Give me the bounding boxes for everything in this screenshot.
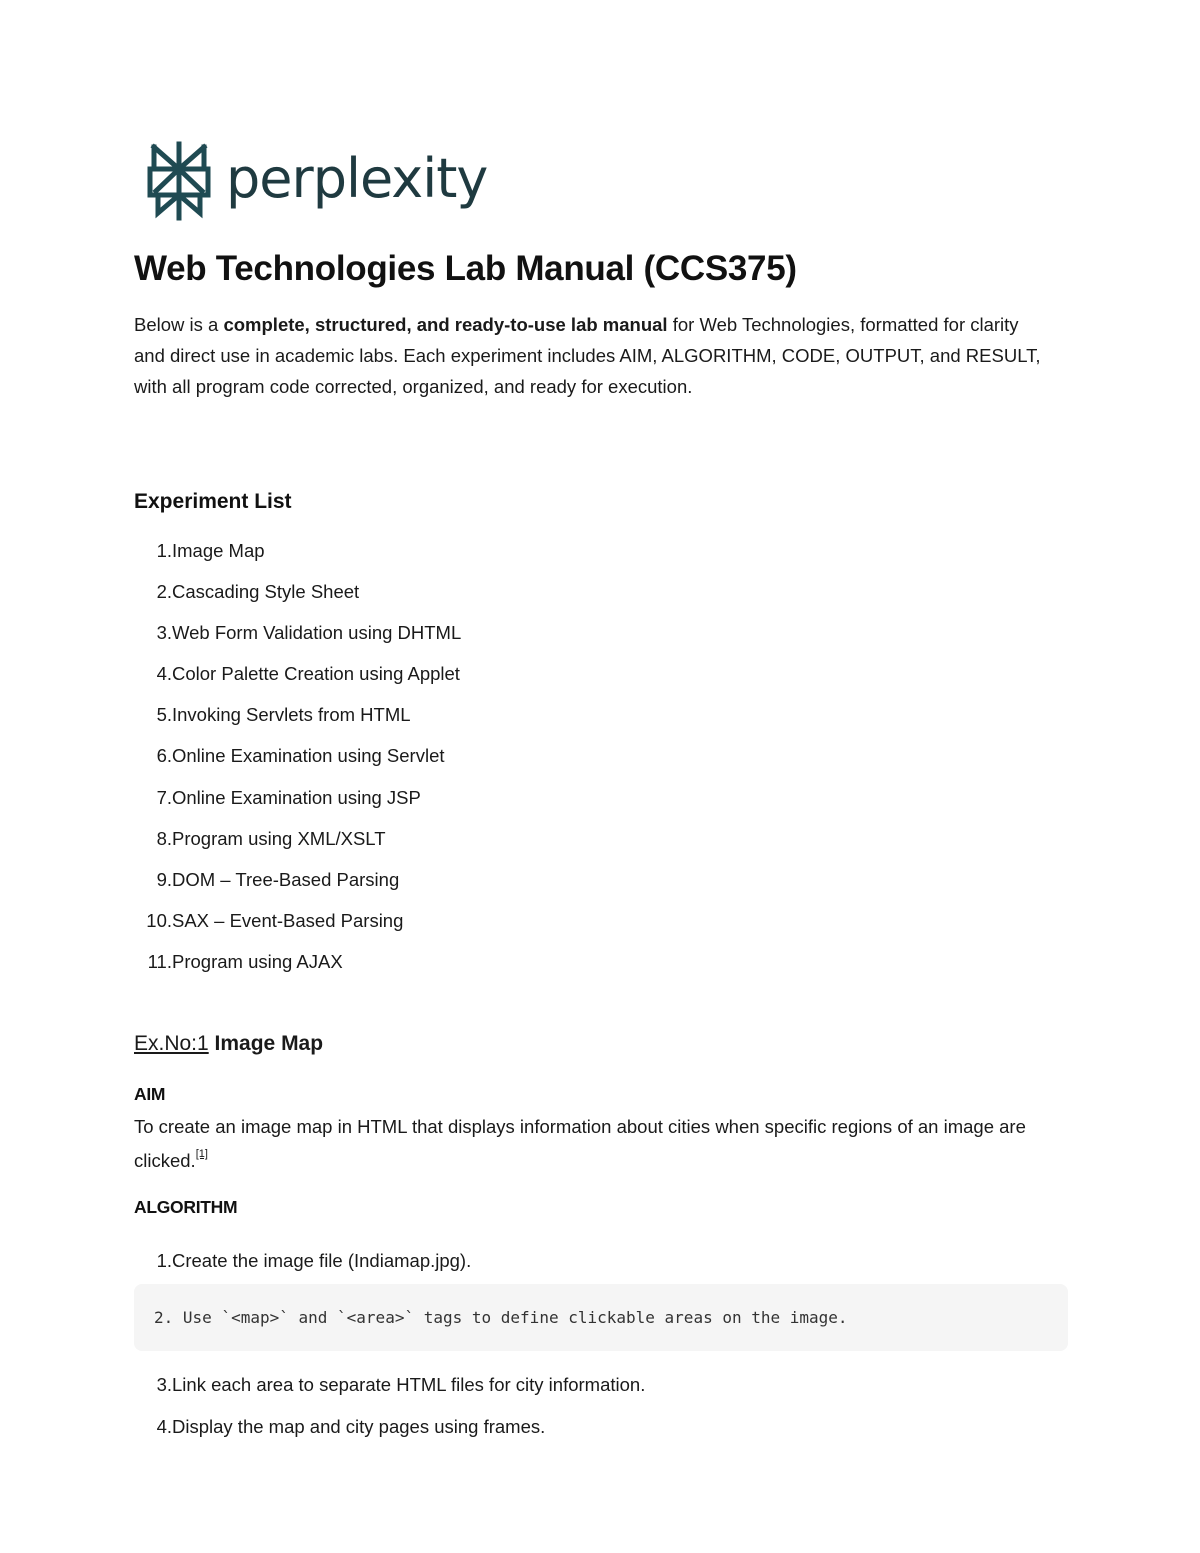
list-item-text: Program using AJAX <box>172 950 343 972</box>
algorithm-step <box>134 1250 471 1272</box>
list-item <box>134 656 461 697</box>
algorithm-heading: ALGORITHM <box>134 1197 238 1217</box>
list-item-text: Cascading Style Sheet <box>172 581 360 603</box>
experiment-list <box>134 533 461 985</box>
intro-bold: complete, structured, and ready-to-use lab manual <box>223 314 668 335</box>
aim-text <box>134 1111 1064 1176</box>
list-item-number: 5. <box>156 704 172 726</box>
list-item-number: 7. <box>156 786 172 808</box>
list-item-text: Web Form Validation using DHTML <box>172 622 462 644</box>
algorithm-step-text: Display the map and city pages using frames. <box>172 1416 546 1437</box>
list-item-number: 6. <box>156 745 172 767</box>
algorithm-step-number: 4. <box>156 1416 172 1437</box>
algorithm-step-number: 1. <box>156 1250 172 1271</box>
list-item <box>134 615 461 656</box>
page-title: Web Technologies Lab Manual (CCS375) <box>134 249 797 288</box>
intro-paragraph <box>134 309 1054 402</box>
list-item <box>134 944 461 985</box>
intro-lead: Below is a <box>134 314 224 335</box>
algorithm-step-number: 3. <box>156 1374 172 1395</box>
algorithm-step <box>134 1374 645 1396</box>
list-item-number: 10. <box>146 909 172 931</box>
list-item-text: DOM – Tree-Based Parsing <box>172 868 400 890</box>
list-item-number: 1. <box>156 540 172 561</box>
list-item <box>134 738 461 779</box>
experiment1-link[interactable]: Ex.No:1 <box>134 1032 209 1055</box>
list-item <box>134 697 461 738</box>
logo-wordmark: perplexity <box>226 147 488 210</box>
experiment1-title: Image Map <box>208 1032 324 1055</box>
perplexity-logo <box>146 141 487 221</box>
perplexity-logo-icon <box>146 141 212 221</box>
list-item <box>134 821 461 862</box>
list-item-text: Program using XML/XSLT <box>172 827 386 849</box>
list-item <box>134 862 461 903</box>
code-block <box>134 1284 1068 1351</box>
citation-link[interactable]: [1] <box>195 1148 208 1160</box>
list-item-number: 3. <box>156 622 172 644</box>
list-item <box>134 903 461 944</box>
intro-rest: for Web Technologies, formatted for clarity and direct use in academic labs. Each experiment includes AIM, ALGORITHM, CODE, OUTPUT, and RESULT, with all program code corrected, organized, and ready for execution. <box>134 314 1041 397</box>
list-item-text: Image Map <box>172 540 265 561</box>
list-item-text: SAX – Event-Based Parsing <box>172 909 404 931</box>
algorithm-step-text: Link each area to separate HTML files for city information. <box>172 1374 646 1395</box>
list-item-text: Online Examination using Servlet <box>172 745 445 767</box>
list-item <box>134 780 461 821</box>
list-item-text: Online Examination using JSP <box>172 786 421 808</box>
experiment-list-heading: Experiment List <box>134 490 292 513</box>
experiment1-heading <box>134 1032 323 1056</box>
list-item-number: 9. <box>156 868 172 890</box>
list-item-number: 4. <box>156 663 172 685</box>
algorithm-step-text: Create the image file (Indiamap.jpg). <box>172 1250 472 1271</box>
algorithm-step <box>134 1416 545 1438</box>
list-item <box>134 574 461 615</box>
aim-text-body: To create an image map in HTML that displays information about cities when specific regions of an image are clicked. <box>134 1116 1026 1172</box>
list-item-text: Color Palette Creation using Applet <box>172 663 460 685</box>
list-item <box>134 533 461 574</box>
aim-heading: AIM <box>134 1084 166 1104</box>
list-item-text: Invoking Servlets from HTML <box>172 704 411 726</box>
list-item-number: 8. <box>156 827 172 849</box>
list-item-number: 11. <box>147 950 172 972</box>
list-item-number: 2. <box>156 581 172 603</box>
code-line: 2. Use `<map>` and `<area>` tags to define clickable areas on the image. <box>154 1308 848 1327</box>
